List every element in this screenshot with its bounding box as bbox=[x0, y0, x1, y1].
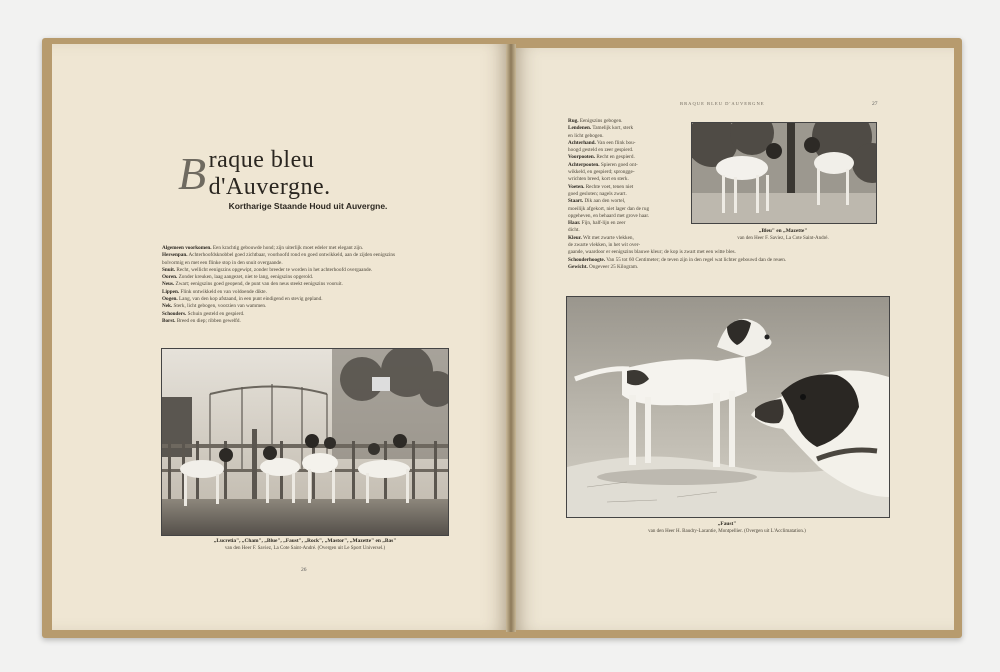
standard-line bbox=[568, 220, 686, 227]
page-title bbox=[178, 147, 440, 200]
standard-line bbox=[162, 296, 444, 303]
standard-text: Tamelijk kort, sterk bbox=[592, 125, 634, 132]
standard-term: Algemeen voorkomen. bbox=[162, 245, 212, 251]
standard-text: Van 55 tot 60 Centimeter; de teven zijn in den regel wat lichter gebouwd dan de reuen. bbox=[606, 256, 787, 263]
standard-text: Dik aan den wortel, bbox=[584, 198, 626, 205]
standard-text: bolvormig en met een flinke stop in den snuit overgaande. bbox=[162, 259, 283, 266]
standard-text: Zonder kreuken, laag aangezet, niet te lang, eenigszins opgerold. bbox=[178, 274, 314, 281]
top-right-photo-caption-title: „Bleu" en „Mazette" bbox=[758, 228, 808, 234]
standard-term: Voorpooten. bbox=[568, 154, 596, 161]
top-right-photo-caption bbox=[691, 228, 875, 242]
standard-line bbox=[162, 260, 444, 267]
book-gutter bbox=[506, 44, 516, 632]
left-photo-caption-title: „Lucretia", „Cham", „Blue", „Faust", „Rock", „Mastor", „Mazette" en „Bas" bbox=[213, 538, 397, 544]
standard-term: Lippen. bbox=[162, 288, 180, 295]
standard-term: Rug. bbox=[568, 118, 579, 124]
standard-line bbox=[568, 176, 686, 183]
standard-line bbox=[568, 206, 686, 213]
standard-term: Snuit. bbox=[162, 266, 176, 273]
standard-text: Ongeveer 25 Kilogram. bbox=[589, 263, 639, 270]
faust-painting bbox=[566, 296, 890, 518]
standard-text: Lang, van den kop afstaand, in een punt eindigend en stevig gepland. bbox=[179, 296, 323, 303]
standard-text: goed gesloten; nagels zwart. bbox=[568, 190, 627, 197]
bottom-right-photo-caption-credit: van den Heer H. Baudry-Lacantie, Montpellier. (Overgen uit L'Acclimatation.) bbox=[648, 529, 806, 534]
standard-line bbox=[568, 169, 686, 176]
standard-text: dicht. bbox=[568, 227, 580, 234]
standard-line bbox=[162, 318, 444, 325]
left-photo-caption-credit: van den Heer F. Saviez, La Cote Saint-André. (Overgen uit Le Sport Universel.) bbox=[224, 546, 386, 551]
bleu-mazette-image bbox=[692, 123, 876, 223]
standard-text: Eenigszins gebogen. bbox=[579, 118, 623, 124]
standard-text: en licht gebogen. bbox=[568, 132, 604, 139]
standard-text: hoogd gesteld en zeer gespierd. bbox=[568, 147, 634, 154]
title-initial: B bbox=[178, 148, 207, 199]
standard-term: Achterpooten. bbox=[568, 161, 600, 168]
standard-term: Staart. bbox=[568, 198, 584, 205]
standard-text: Een krachtig gebouwde hond; zijn uiterlijk moet edeler met elegant zijn. bbox=[212, 245, 364, 251]
standard-line bbox=[568, 162, 686, 169]
standard-text: Recht, wellicht eenigszins opgewipt, zonder breeder te worden in het achterhoofd overgaande. bbox=[176, 266, 373, 273]
bleu-mazette-photo bbox=[691, 122, 877, 224]
standard-text: de zwarte vlekken, in het wit over- bbox=[568, 242, 641, 249]
bottom-right-photo-caption bbox=[566, 521, 888, 535]
standard-line bbox=[568, 213, 686, 220]
standard-text: Recht en gespierd. bbox=[596, 154, 635, 161]
bottom-right-photo-caption-title: „Faust" bbox=[717, 521, 737, 527]
title-text: raque bleu d'Auvergne. bbox=[208, 147, 331, 200]
standard-text: Schuin gesteld en gespierd. bbox=[187, 310, 245, 317]
standard-line bbox=[568, 184, 686, 191]
standard-text: Wit met zwarte vlekken, bbox=[583, 234, 634, 241]
standard-line bbox=[568, 191, 686, 198]
standard-line bbox=[568, 242, 886, 249]
standard-text: gaande, waardoor er eenigszins blauwe kleur; de kop is zwart met een witte bles. bbox=[568, 249, 736, 256]
standard-term: Gewicht. bbox=[568, 263, 588, 270]
standard-line bbox=[568, 198, 686, 205]
standard-line bbox=[162, 274, 444, 281]
standard-text: Rechte voet, tenen niet bbox=[585, 183, 634, 190]
standard-text: Spieren goed ont- bbox=[600, 161, 638, 168]
standard-term: Voeten. bbox=[568, 183, 585, 190]
standard-line bbox=[162, 252, 444, 259]
standard-line bbox=[568, 147, 686, 154]
standard-text: Achterhoofdsknobbel goed zichtbaar, voorhoofd rond en goed ontwikkeld, aan de zijden eenigszins bbox=[188, 252, 396, 259]
standard-term: Lendenen. bbox=[568, 125, 592, 132]
kennel-dogs-photo bbox=[161, 348, 449, 536]
standard-term: Kleur. bbox=[568, 234, 582, 241]
left-page-number: 26 bbox=[301, 567, 307, 573]
standard-text: Flink ontwikkeld en van voldoende dikte. bbox=[180, 288, 267, 295]
standard-line bbox=[162, 245, 444, 252]
standard-text: Breed en diep; ribben gewelfd. bbox=[176, 317, 241, 324]
standard-term: Schouders. bbox=[162, 310, 187, 317]
standard-text: Fijn, half-lijn en zeer bbox=[581, 220, 626, 227]
left-photo-caption bbox=[166, 538, 444, 552]
standard-line bbox=[568, 264, 886, 271]
standard-line bbox=[568, 125, 686, 132]
standard-line bbox=[568, 140, 686, 147]
standard-line bbox=[568, 249, 886, 256]
running-head: BRAQUE BLEU D'AUVERGNE bbox=[680, 101, 765, 106]
standard-term: Ooren. bbox=[162, 274, 178, 281]
standard-term: Oogen. bbox=[162, 296, 178, 303]
standard-line bbox=[568, 154, 686, 161]
standard-line bbox=[568, 227, 686, 234]
standard-term: Nek. bbox=[162, 303, 173, 310]
standard-line bbox=[162, 267, 444, 274]
standard-text: Zwart; eenigszins goed geopend, de punt van den neus steekt eenigszins vooruit. bbox=[175, 281, 343, 288]
right-page-number: 27 bbox=[872, 101, 878, 107]
standard-line bbox=[568, 133, 686, 140]
standard-term: Schouderhoogte. bbox=[568, 256, 606, 263]
standard-term: Achterhand. bbox=[568, 139, 596, 146]
kennel-dogs-image bbox=[162, 349, 448, 535]
standard-term: Hersenpan. bbox=[162, 252, 188, 259]
standard-line bbox=[162, 289, 444, 296]
standard-term: Haar. bbox=[568, 220, 581, 227]
standard-line bbox=[568, 257, 886, 264]
faust-image bbox=[567, 297, 889, 517]
standard-text: Sterk, licht gebogen, voorzien van wammen. bbox=[173, 303, 267, 310]
standard-text: moeilijk afgekort, niet lager dan de rug bbox=[568, 205, 650, 212]
standard-line bbox=[162, 311, 444, 318]
top-right-photo-caption-credit: van den Heer F. Saviez, La Cote Saint-André. bbox=[737, 236, 829, 241]
left-standard-text bbox=[162, 245, 444, 325]
standard-term: Neus. bbox=[162, 281, 175, 288]
standard-line bbox=[162, 303, 444, 310]
standard-term: Borst. bbox=[162, 317, 176, 324]
standard-text: Van een flink bou- bbox=[597, 139, 636, 146]
standard-text: wrichten breed, kort en sterk. bbox=[568, 176, 629, 183]
standard-line bbox=[162, 281, 444, 288]
standard-line bbox=[568, 118, 686, 125]
standard-text: opgeheven, en behaard met grove haar. bbox=[568, 212, 650, 219]
page-subtitle: Kortharige Staande Houd uit Auvergne. bbox=[228, 201, 388, 211]
standard-text: wikkeld, en gespierd; sprongge- bbox=[568, 169, 635, 176]
